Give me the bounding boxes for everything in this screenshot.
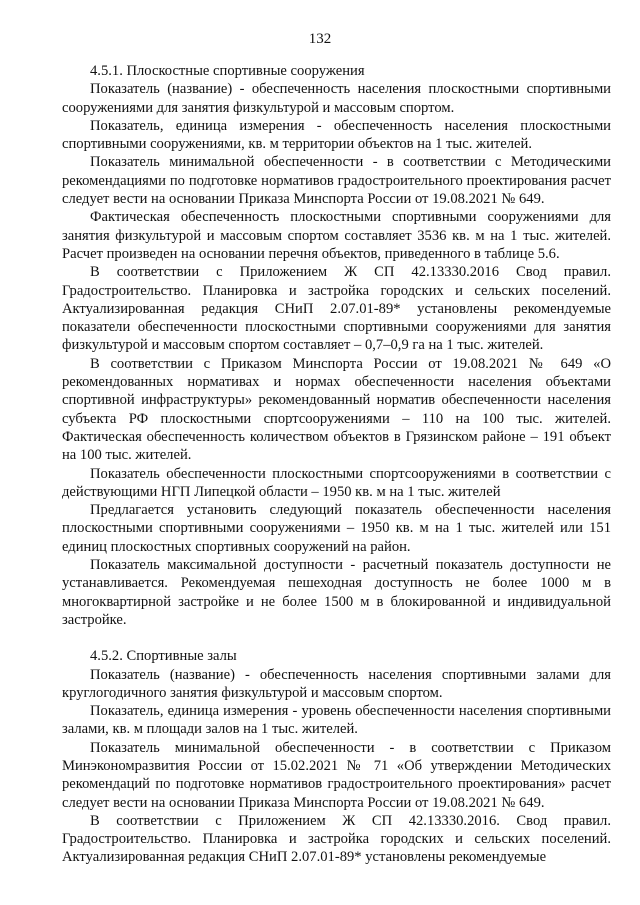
paragraph: Показатель, единица измерения - обеспеченность населения плоскостными спортивными сооружениями, кв. м территории объектов на 1 тыс. жителей. [62,117,611,153]
paragraph: Показатель (название) - обеспеченность населения спортивными залами для круглогодичного занятия физкультурой и массовым спортом. [62,666,611,701]
paragraph: В соответствии с Приложением Ж СП 42.13330.2016 Свод правил. Градостроительство. Планировка и застройка городских и сельских поселений. Актуализированная редакция СНиП 2.07.01-89* установлены рекомендуемые показатели обеспеченности плоскостными спортивными сооружениями для занятия физкультурой и массовым спортом составляет – 0,7–0,9 га на 1 тыс. жителей. [62,264,611,354]
paragraph: Показатель минимальной обеспеченности - в соответствии с Методическими рекомендациями по подготовке нормативов градостроительного проектирования расчет следует вести на основании Приказа Минспорта России от 19.08.2021 № 649. [62,154,611,208]
page-number: 132 [308,31,332,47]
paragraph: Предлагается установить следующий показатель обеспеченности населения плоскостными спортивными сооружениями – 1950 кв. м на 1 тыс. жителей или 151 единиц плоскостных спортивных сооружений на район. [62,502,611,555]
paragraph: В соответствии с Приложением Ж СП 42.13330.2016. Свод правил. Градостроительство. Планировка и застройка городских и сельских поселений. Актуализированная редакция СНиП 2.07.01-89* установлены рекомендуемые [62,812,611,866]
section-spacer [62,629,611,647]
paragraph: Показатель (название) - обеспеченность населения плоскостными спортивными сооружениями для занятия физкультурой и массовым спортом. [62,81,611,116]
paragraph: Показатель максимальной доступности - расчетный показатель доступности не устанавливается. Рекомендуемая пешеходная доступность не более 1000 м в многоквартирной застройке и не более 1500 м в блокированной и индивидуальной застройке. [62,557,611,628]
paragraph: Показатель минимальной обеспеченности - в соответствии с Приказом Минэкономразвития России от 15.02.2021 № 71 «Об утверждении Методических рекомендаций по подготовке нормативов градостроительного проектирования» расчет следует вести на основании Приказа Минспорта России от 19.08.2021 № 649. [62,739,611,811]
document-body [62,62,611,867]
section-heading: 4.5.2. Спортивные залы [90,648,237,665]
paragraph: Показатель, единица измерения - уровень обеспеченности населения спортивными залами, кв. м площади залов на 1 тыс. жителей. [62,703,611,738]
paragraph: Показатель обеспеченности плоскостными спортсооружениями в соответствии с действующими НГП Липецкой области – 1950 кв. м на 1 тыс. жителей [62,465,611,500]
paragraph: В соответствии с Приказом Минспорта России от 19.08.2021 № 649 «О рекомендованных нормативах и нормах обеспеченности населения объектами спортивной инфраструктуры» рекомендованный норматив обеспеченности населения субъекта РФ плоскостными спортсооружениями – 110 на 100 тыс. жителей. Фактическая обеспеченность количеством объектов в Грязинском районе – 191 объект на 100 тыс. жителей. [62,355,611,464]
paragraph: Фактическая обеспеченность плоскостными спортивными сооружениями для занятия физкультурой и массовым спортом составляет 3536 кв. м на 1 тыс. жителей. Расчет произведен на основании перечня объектов, приведенного в таблице 5.6. [62,209,611,262]
section-heading: 4.5.1. Плоскостные спортивные сооружения [90,63,365,79]
